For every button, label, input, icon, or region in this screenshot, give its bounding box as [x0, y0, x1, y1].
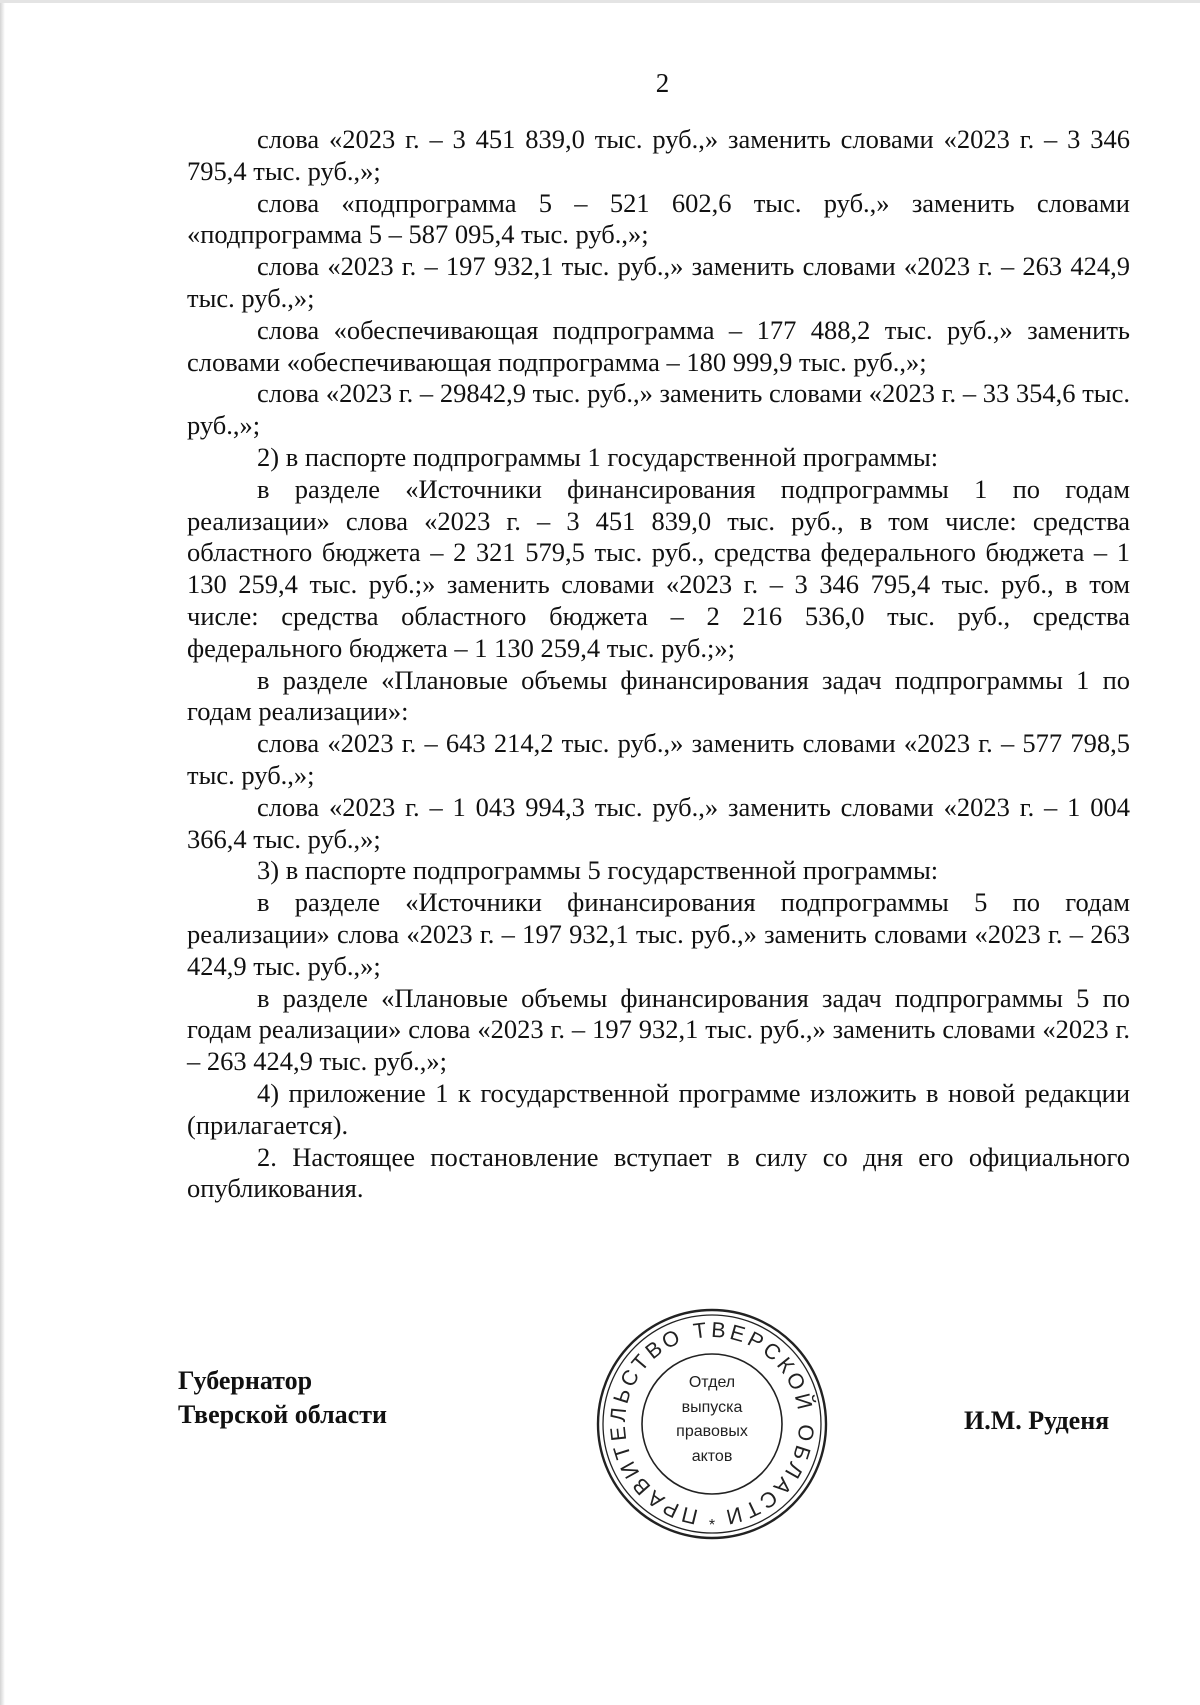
signatory-title-line: Губернатор: [178, 1366, 313, 1395]
page-number: 2: [655, 68, 670, 98]
signatory-title-line: Тверской области: [178, 1400, 387, 1429]
signatory-title: [178, 1364, 387, 1432]
paragraph: в разделе «Источники финансирования подпрограммы 1 по годам реализации» слова «2023 г. – 3 451 839,0 тыс. руб., в том числе: средства областного бюджета – 2 321 579,5 тыс. руб., средства федерального бюджета – 1 130 259,4 тыс. руб.;» заменить словами «2023 г. – 3 346 795,4 тыс. руб., в том числе: средства областного бюджета – 2 216 536,0 тыс. руб., средства федерального бюджета – 1 130 259,4 тыс. руб.;»;: [187, 473, 1130, 663]
scan-edge-left: [0, 0, 5, 1705]
stamp-inner-line: Отдел: [688, 1374, 736, 1391]
paragraph: 2. Настоящее постановление вступает в силу со дня его официального опубликования.: [187, 1141, 1130, 1204]
paragraph: слова «2023 г. – 1 043 994,3 тыс. руб.,» заменить словами «2023 г. – 1 004 366,4 тыс. руб.,»;: [187, 791, 1130, 854]
official-stamp: [594, 1306, 830, 1542]
signatory-name: И.М. Руденя: [964, 1406, 1110, 1435]
paragraph: в разделе «Источники финансирования подпрограммы 5 по годам реализации» слова «2023 г. – 197 932,1 тыс. руб.,» заменить словами «2023 г. – 263 424,9 тыс. руб.,»;: [187, 887, 1130, 981]
paragraph: 4) приложение 1 к государственной программе изложить в новой редакции (прилагается).: [187, 1077, 1130, 1140]
paragraph: в разделе «Плановые объемы финансирования задач подпрограммы 5 по годам реализации» слова «2023 г. – 197 932,1 тыс. руб.,» заменить словами «2023 г. – 263 424,9 тыс. руб.,»;: [187, 982, 1130, 1077]
paragraph: в разделе «Плановые объемы финансирования задач подпрограммы 1 по годам реализации»:: [187, 664, 1130, 727]
stamp-inner-text: [654, 1371, 770, 1469]
stamp-inner-line: выпуска: [681, 1398, 743, 1416]
stamp-ring-text: ПРАВИТЕЛЬСТВО ТВЕРСКОЙ ОБЛАСТИ: [605, 1317, 819, 1529]
document-body: [187, 124, 1130, 1205]
stamp-inner-line: актов: [691, 1447, 733, 1465]
paragraph: 3) в паспорте подпрограммы 5 государственной программы:: [257, 855, 939, 886]
paragraph: слова «2023 г. – 197 932,1 тыс. руб.,» заменить словами «2023 г. – 263 424,9 тыс. руб.,»;: [187, 251, 1130, 313]
scan-edge-top: [0, 0, 1200, 3]
stamp-inner-line: правовых: [676, 1423, 748, 1440]
paragraph: слова «2023 г. – 3 451 839,0 тыс. руб.,» заменить словами «2023 г. – 3 346 795,4 тыс. руб.,»;: [187, 124, 1130, 186]
paragraph: слова «2023 г. – 29842,9 тыс. руб.,» заменить словами «2023 г. – 33 354,6 тыс. руб.,»;: [187, 378, 1130, 441]
paragraph: 2) в паспорте подпрограммы 1 государственной программы:: [257, 441, 939, 472]
paragraph: слова «2023 г. – 643 214,2 тыс. руб.,» заменить словами «2023 г. – 577 798,5 тыс. руб.,»;: [187, 728, 1130, 790]
stamp-star: *: [708, 1517, 716, 1534]
paragraph: слова «обеспечивающая подпрограмма – 177 488,2 тыс. руб.,» заменить словами «обеспечивающая подпрограмма – 180 999,9 тыс. руб.,»;: [187, 314, 1130, 377]
paragraph: слова «подпрограмма 5 – 521 602,6 тыс. руб.,» заменить словами «подпрограмма 5 – 587 095,4 тыс. руб.,»;: [187, 187, 1130, 250]
